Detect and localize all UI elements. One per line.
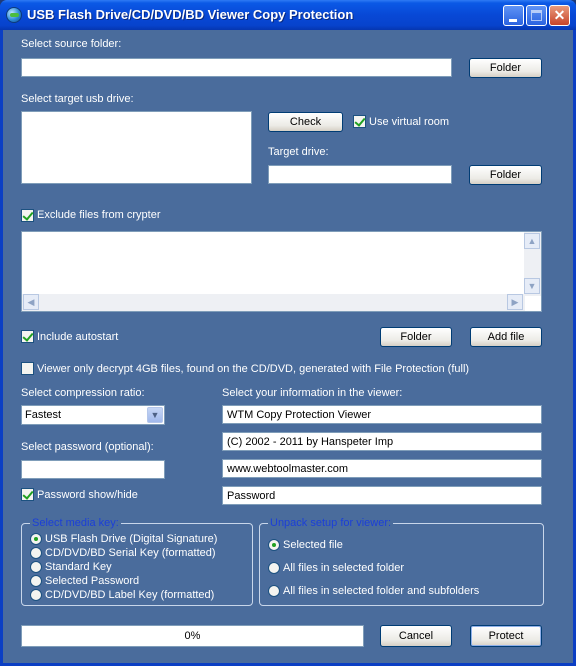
media-key-radio-3[interactable] [30, 575, 42, 587]
media-key-radio-0[interactable] [30, 533, 42, 545]
viewer-info-line1[interactable]: WTM Copy Protection Viewer [222, 405, 542, 424]
viewer-info-label: Select your information in the viewer: [222, 387, 403, 399]
exclude-files-list[interactable] [21, 231, 542, 312]
vertical-scrollbar[interactable] [524, 232, 541, 296]
compression-select[interactable] [21, 405, 165, 425]
exclude-files-checkbox[interactable] [21, 209, 34, 222]
password-input[interactable] [21, 460, 165, 479]
unpack-option-1[interactable]: All files in selected folder [283, 562, 405, 574]
unpack-radio-0[interactable] [268, 539, 280, 551]
minimize-icon [509, 19, 517, 22]
progress-bar [21, 625, 364, 647]
title-bar[interactable] [0, 0, 576, 30]
media-key-option-2[interactable]: Standard Key [45, 561, 112, 573]
target-drive-input[interactable] [268, 165, 452, 184]
source-folder-button[interactable]: Folder [469, 58, 542, 78]
password-show-hide-label: Password show/hide [37, 489, 138, 501]
unpack-radio-1[interactable] [268, 562, 280, 574]
unpack-radio-2[interactable] [268, 585, 280, 597]
minimize-button[interactable] [503, 5, 524, 26]
close-icon: ✕ [553, 7, 566, 23]
viewer-info-line2[interactable]: (C) 2002 - 2011 by Hanspeter Imp [222, 432, 542, 451]
password-show-hide-checkbox[interactable] [21, 488, 34, 501]
password-label: Select password (optional): [21, 441, 154, 453]
app-globe-icon [6, 7, 22, 23]
exclude-files-label: Exclude files from crypter [37, 209, 161, 221]
protect-button[interactable]: Protect [470, 625, 542, 647]
window-title: USB Flash Drive/CD/DVD/BD Viewer Copy Protection [27, 7, 354, 22]
add-file-button[interactable]: Add file [470, 327, 542, 347]
progress-text: 0% [184, 630, 201, 642]
viewer-only-label: Viewer only decrypt 4GB files, found on the CD/DVD, generated with File Protection (full) [37, 363, 470, 375]
scroll-down-icon[interactable]: ▼ [524, 278, 540, 294]
use-virtual-room-checkbox[interactable] [353, 115, 366, 128]
media-key-option-1[interactable]: CD/DVD/BD Serial Key (formatted) [45, 547, 216, 559]
target-drive-label: Target drive: [268, 146, 329, 158]
media-key-radio-2[interactable] [30, 561, 42, 573]
media-key-option-0[interactable]: USB Flash Drive (Digital Signature) [45, 533, 218, 545]
dropdown-arrow-icon[interactable]: ▼ [147, 407, 163, 423]
viewer-only-checkbox[interactable] [21, 362, 34, 375]
source-folder-label: Select source folder: [21, 38, 122, 50]
include-autostart-label: Include autostart [37, 331, 119, 343]
target-usb-label: Select target usb drive: [21, 93, 134, 105]
target-usb-list[interactable] [21, 111, 252, 184]
unpack-option-2[interactable]: All files in selected folder and subfolders [283, 585, 480, 597]
target-drive-folder-button[interactable]: Folder [469, 165, 542, 185]
close-button[interactable] [549, 5, 570, 26]
scroll-right-icon[interactable]: ▶ [507, 294, 523, 310]
media-key-radio-1[interactable] [30, 547, 42, 559]
media-key-option-4[interactable]: CD/DVD/BD Label Key (formatted) [45, 589, 215, 601]
unpack-legend: Unpack setup for viewer: [270, 517, 392, 529]
media-key-legend: Select media key: [32, 517, 119, 529]
source-folder-input[interactable] [21, 58, 452, 77]
compression-selected-value: Fastest [25, 409, 62, 421]
unpack-option-0[interactable]: Selected file [283, 539, 343, 551]
include-autostart-checkbox[interactable] [21, 330, 34, 343]
viewer-info-line4[interactable]: Password [222, 486, 542, 505]
compression-label: Select compression ratio: [21, 387, 145, 399]
horizontal-scrollbar[interactable] [22, 294, 525, 311]
scroll-left-icon[interactable]: ◀ [23, 294, 39, 310]
viewer-info-line3[interactable]: www.webtoolmaster.com [222, 459, 542, 478]
check-button[interactable]: Check [268, 112, 343, 132]
autostart-folder-button[interactable]: Folder [380, 327, 452, 347]
maximize-icon [531, 10, 542, 21]
media-key-radio-4[interactable] [30, 589, 42, 601]
scroll-up-icon[interactable]: ▲ [524, 233, 540, 249]
maximize-button[interactable] [526, 5, 547, 26]
cancel-button[interactable]: Cancel [380, 625, 452, 647]
use-virtual-room-label: Use virtual room [369, 116, 450, 128]
media-key-option-3[interactable]: Selected Password [45, 575, 140, 587]
